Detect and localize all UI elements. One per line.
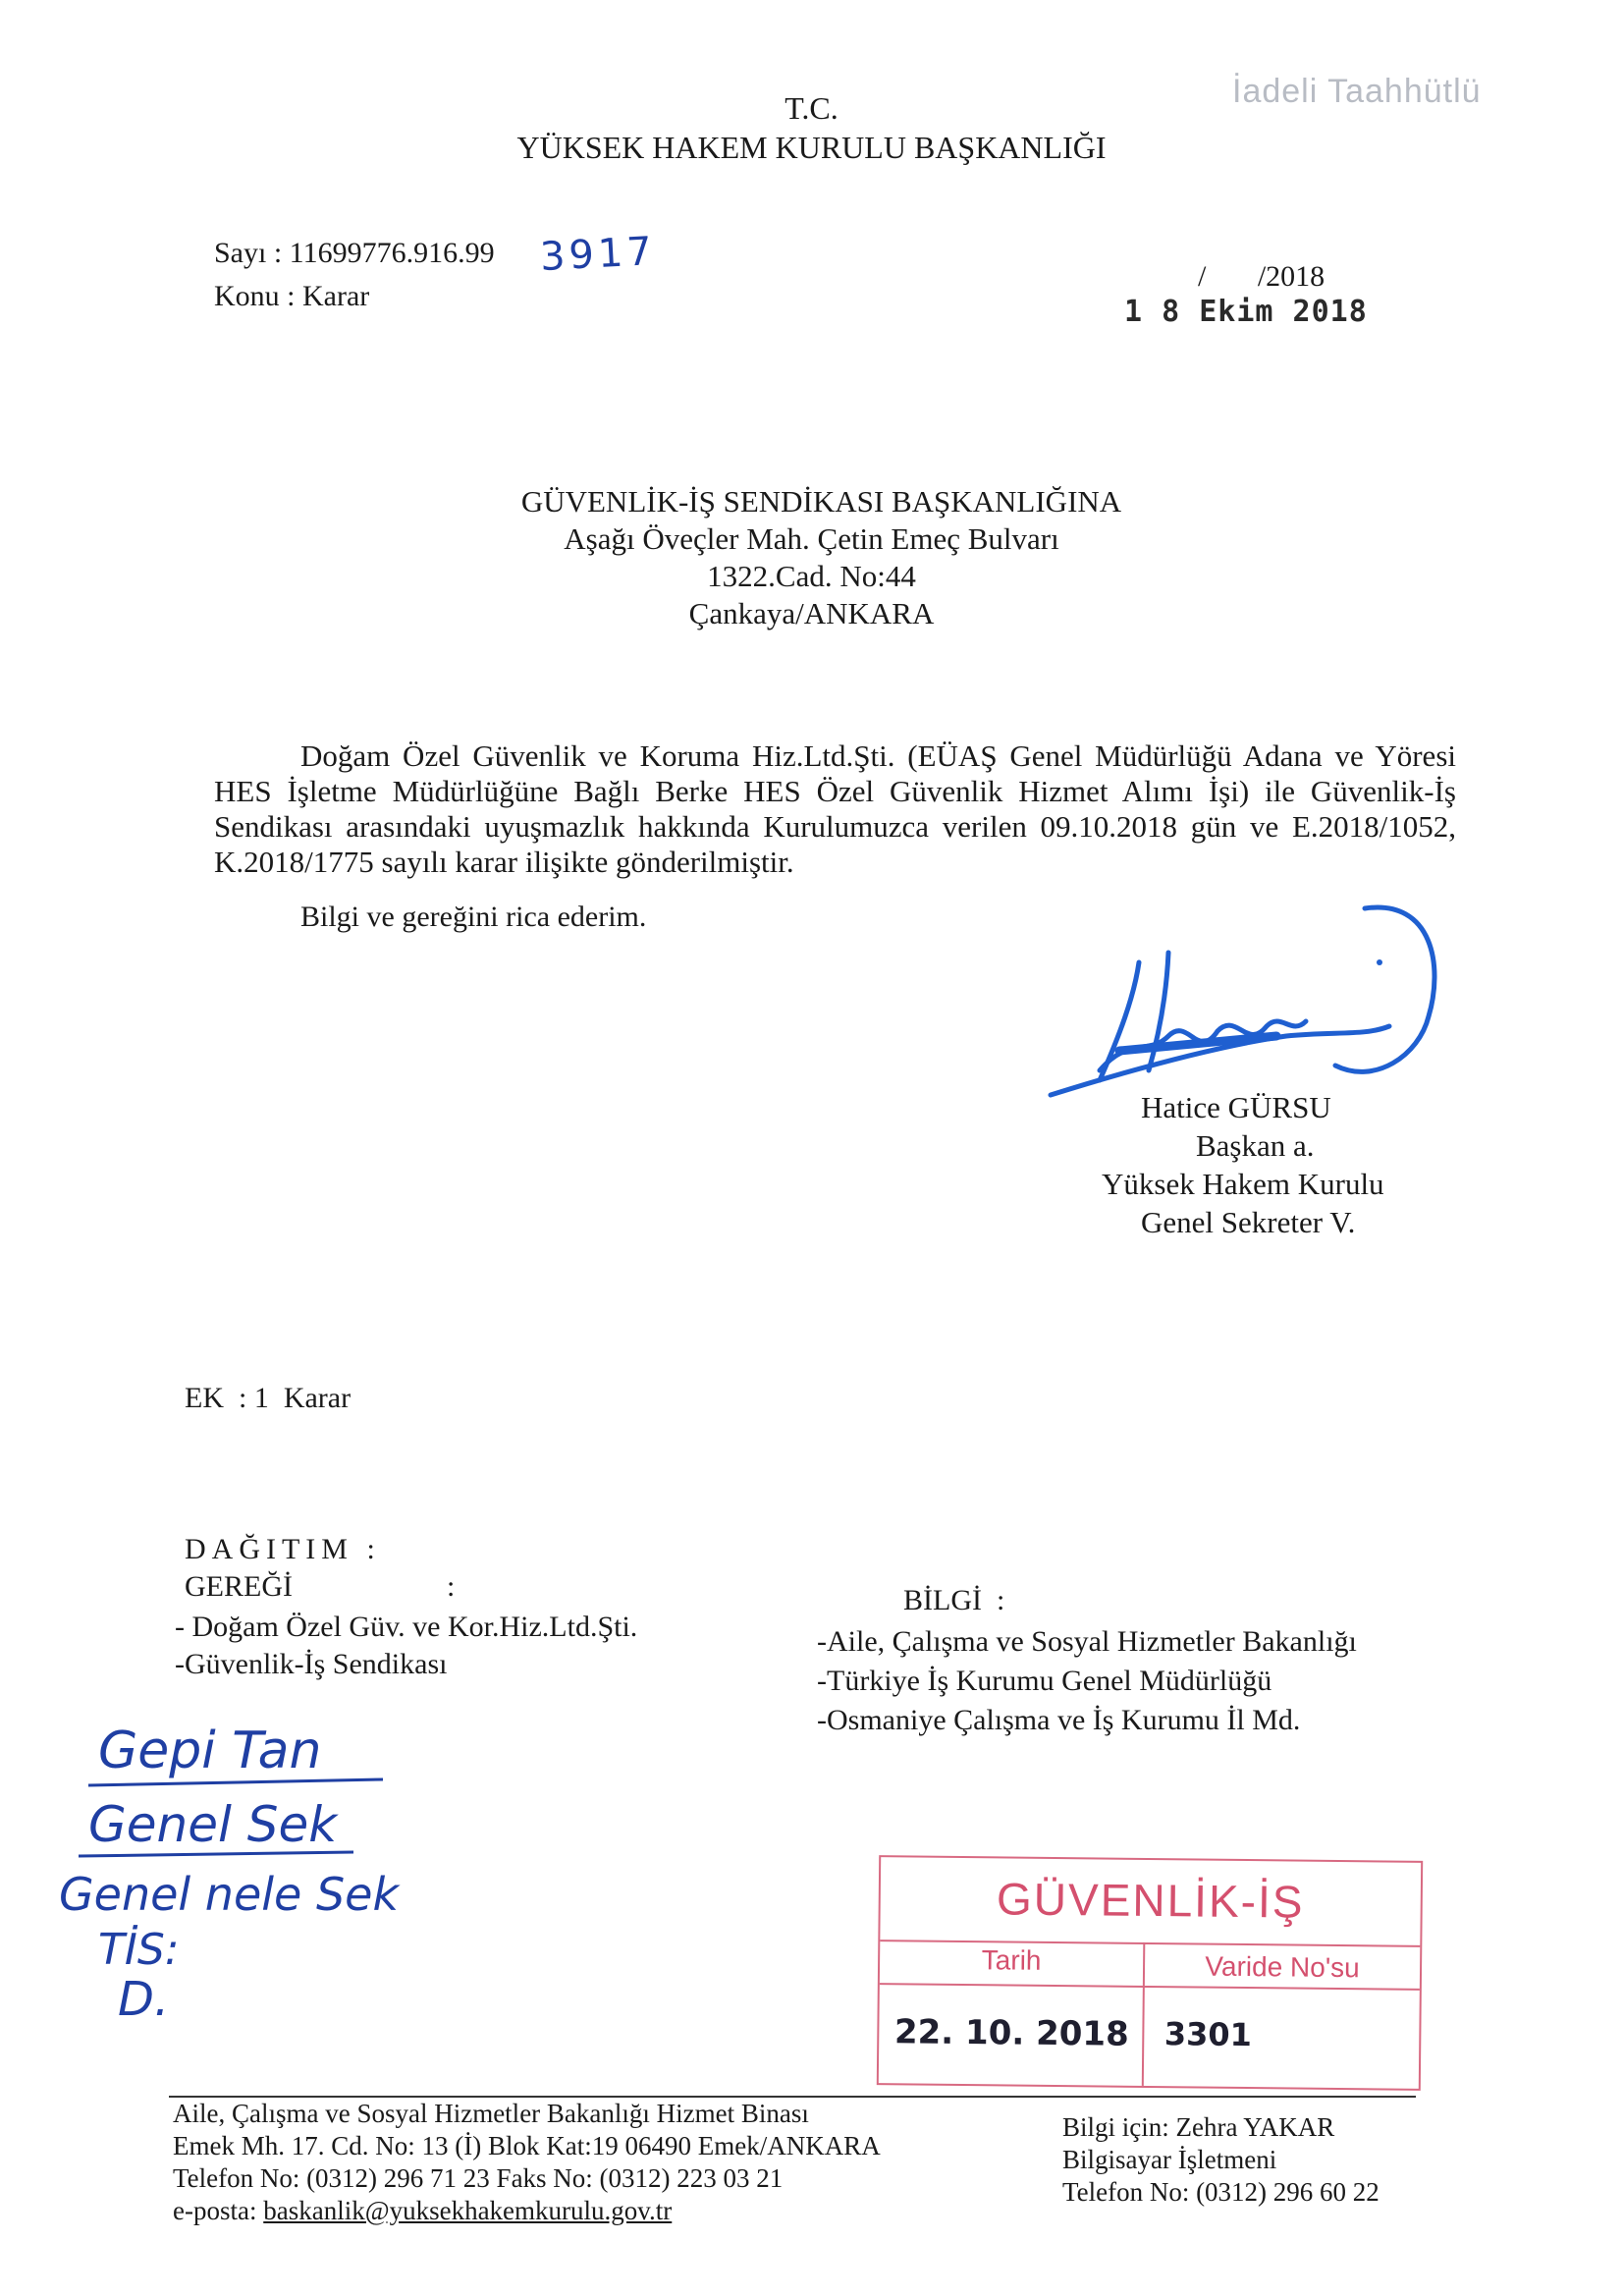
stamp-date-value: 22. 10. 2018	[893, 2012, 1129, 2054]
date-stamp: 1 8 Ekim 2018	[1124, 295, 1368, 329]
signer-title-3: Genel Sekreter V.	[1141, 1205, 1356, 1239]
attachment-line: EK : 1 Karar	[185, 1382, 352, 1414]
reference-number	[214, 236, 495, 271]
footer-address	[173, 2098, 881, 2227]
signer-block	[1080, 1088, 1384, 1241]
letterhead	[0, 88, 1623, 167]
closing-line: Bilgi ve gereğini rica ederim.	[300, 901, 647, 933]
letterhead-line-1: T.C.	[784, 90, 839, 126]
handwritten-note-1: Gepi Tan	[98, 1722, 322, 1780]
letterhead-line-2: YÜKSEK HAKEM KURULU BAŞKANLIĞI	[516, 130, 1107, 165]
subject-line	[214, 279, 369, 314]
action-recipients-colon: :	[447, 1570, 456, 1603]
sayi-value: : 11699776.916.99	[273, 237, 495, 269]
sayi-label: Sayı	[214, 237, 267, 269]
signer-title-2: Yüksek Hakem Kurulu	[1102, 1167, 1384, 1201]
konu-label: Konu	[214, 280, 280, 312]
handwritten-note-2: Genel Sek	[88, 1796, 338, 1853]
footer-phone-line: Telefon No: (0312) 296 71 23 Faks No: (0312) 223 03 21	[173, 2163, 784, 2193]
letter-body	[214, 738, 1456, 880]
footer-contact-line-2: Bilgisayar İşletmeni	[1062, 2145, 1277, 2174]
email-link[interactable]: baskanlik@yuksekhakemkurulu.gov.tr	[263, 2196, 673, 2225]
info-recipients-list	[817, 1622, 1357, 1740]
signature-graphic	[1041, 889, 1453, 1115]
list-item: -Osmaniye Çalışma ve İş Kurumu İl Md.	[817, 1704, 1301, 1736]
received-stamp-title: GÜVENLİK-İŞ	[996, 1873, 1305, 1928]
addressee-line-2: Aşağı Öveçler Mah. Çetin Emeç Bulvarı	[564, 521, 1059, 556]
info-recipients-label: BİLGİ :	[903, 1584, 1005, 1616]
stamp-date-label: Tarih	[981, 1944, 1042, 1976]
registered-mail-stamp: İadeli Taahhütlü	[1232, 73, 1482, 110]
action-recipients-label: GEREĞİ	[185, 1570, 293, 1603]
footer-contact-line-3: Telefon No: (0312) 296 60 22	[1062, 2177, 1380, 2207]
konu-value: : Karar	[287, 280, 370, 312]
list-item: -Türkiye İş Kurumu Genel Müdürlüğü	[817, 1665, 1272, 1697]
list-item: -Aile, Çalışma ve Sosyal Hizmetler Bakanlığı	[817, 1625, 1357, 1658]
addressee-line-3: 1322.Cad. No:44	[707, 559, 916, 593]
signer-title-1: Başkan a.	[1196, 1128, 1315, 1163]
stamp-number-value: 3301	[1163, 2015, 1253, 2054]
list-item: -Güvenlik-İş Sendikası	[175, 1648, 448, 1680]
footer-contact	[1062, 2111, 1380, 2209]
stamp-divider	[880, 1983, 1420, 1991]
footer-address-line-2: Emek Mh. 17. Cd. No: 13 (İ) Blok Kat:19 06490 Emek/ANKARA	[173, 2131, 881, 2160]
signer-name: Hatice GÜRSU	[1141, 1090, 1331, 1124]
action-recipients-list	[175, 1609, 637, 1683]
handwritten-notes	[59, 1709, 511, 2023]
handwritten-note-5: D.	[118, 1972, 170, 2023]
handwritten-reference-number: 3917	[538, 228, 657, 281]
footer-contact-line-1: Bilgi için: Zehra YAKAR	[1062, 2112, 1335, 2142]
email-label: e-posta:	[173, 2196, 257, 2225]
received-stamp	[877, 1855, 1423, 2091]
footer-email-line	[173, 2195, 881, 2227]
stamp-number-label: Varide No'su	[1205, 1950, 1360, 1984]
date-template: / /2018	[1198, 260, 1325, 293]
handwritten-note-3: Genel nele Sek	[59, 1868, 400, 1921]
list-item: - Doğam Özel Güv. ve Kor.Hiz.Ltd.Şti.	[175, 1611, 638, 1643]
addressee-line-4: Çankaya/ANKARA	[688, 596, 935, 630]
footer-address-line-1: Aile, Çalışma ve Sosyal Hizmetler Bakanlığı Hizmet Binası	[173, 2099, 809, 2128]
distribution-label: DAĞITIM :	[185, 1533, 381, 1565]
addressee-block	[0, 483, 1623, 632]
handwritten-note-4: TİS:	[98, 1925, 180, 1975]
addressee-line-1: GÜVENLİK-İŞ SENDİKASI BAŞKANLIĞINA	[520, 484, 1122, 519]
body-paragraph: Doğam Özel Güvenlik ve Koruma Hiz.Ltd.Şti. (EÜAŞ Genel Müdürlüğü Adana ve Yöresi HES İşletme Müdürlüğüne Bağlı Berke HES Özel Güvenlik Hizmet Alımı İşi) ile Güvenlik-İş Sendikası arasındaki uyuşmazlık hakkında Kurulumuzca verilen 09.10.2018 gün ve E.2018/1052, K.2018/1775 sayılı karar ilişikte gönderilmiştir.	[214, 738, 1456, 879]
